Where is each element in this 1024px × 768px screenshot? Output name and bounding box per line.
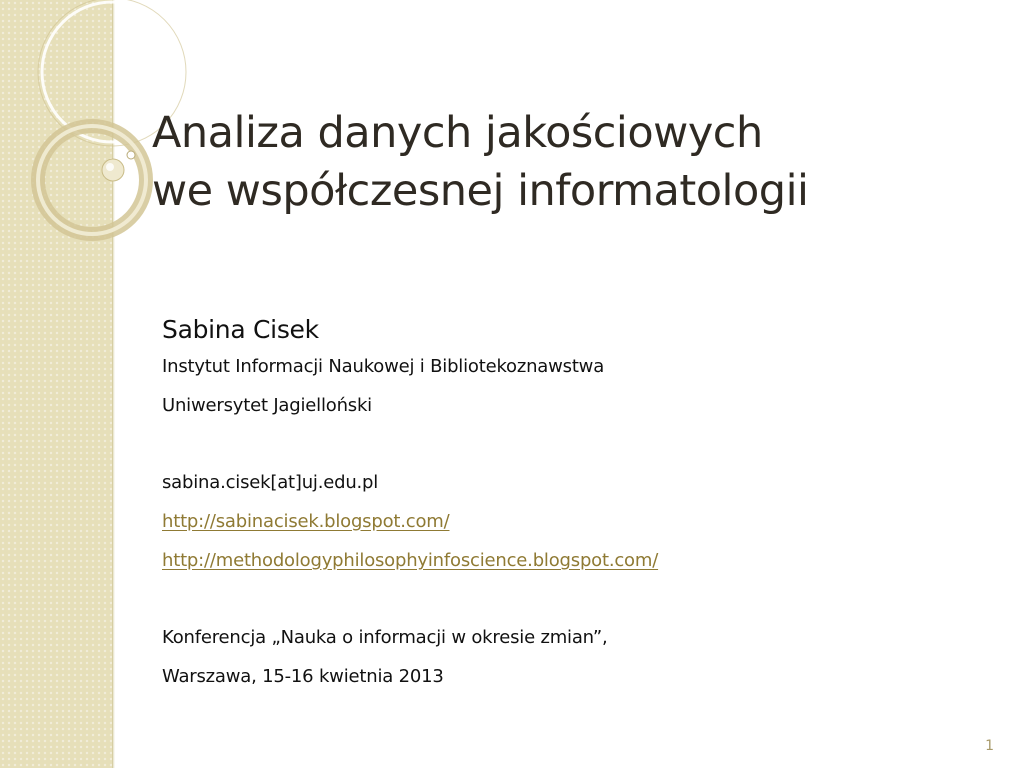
spacer — [162, 432, 982, 470]
slide-title — [152, 104, 992, 220]
slide-body — [162, 312, 982, 703]
author-name: Sabina Cisek — [162, 315, 319, 344]
university-name: Uniwersytet Jagielloński — [162, 395, 372, 416]
institute-name: Instytut Informacji Naukowej i Bibliotekoznawstwa — [162, 356, 605, 377]
title-line-2: we współczesnej informatologii — [152, 166, 809, 216]
decorative-rings — [0, 0, 160, 270]
slide-number: 1 — [985, 738, 994, 754]
email-address: sabina.cisek[at]uj.edu.pl — [162, 472, 379, 493]
methodology-blog-link[interactable]: http://methodologyphilosophyinfoscience.blogspot.com/ — [162, 550, 659, 571]
blog-link[interactable]: http://sabinacisek.blogspot.com/ — [162, 511, 450, 532]
title-line-1: Analiza danych jakościowych — [152, 108, 763, 158]
conference-name: Konferencja „Nauka o informacji w okresie zmian”, — [162, 627, 608, 648]
conference-location-date: Warszawa, 15-16 kwietnia 2013 — [162, 666, 444, 687]
spacer — [162, 587, 982, 625]
